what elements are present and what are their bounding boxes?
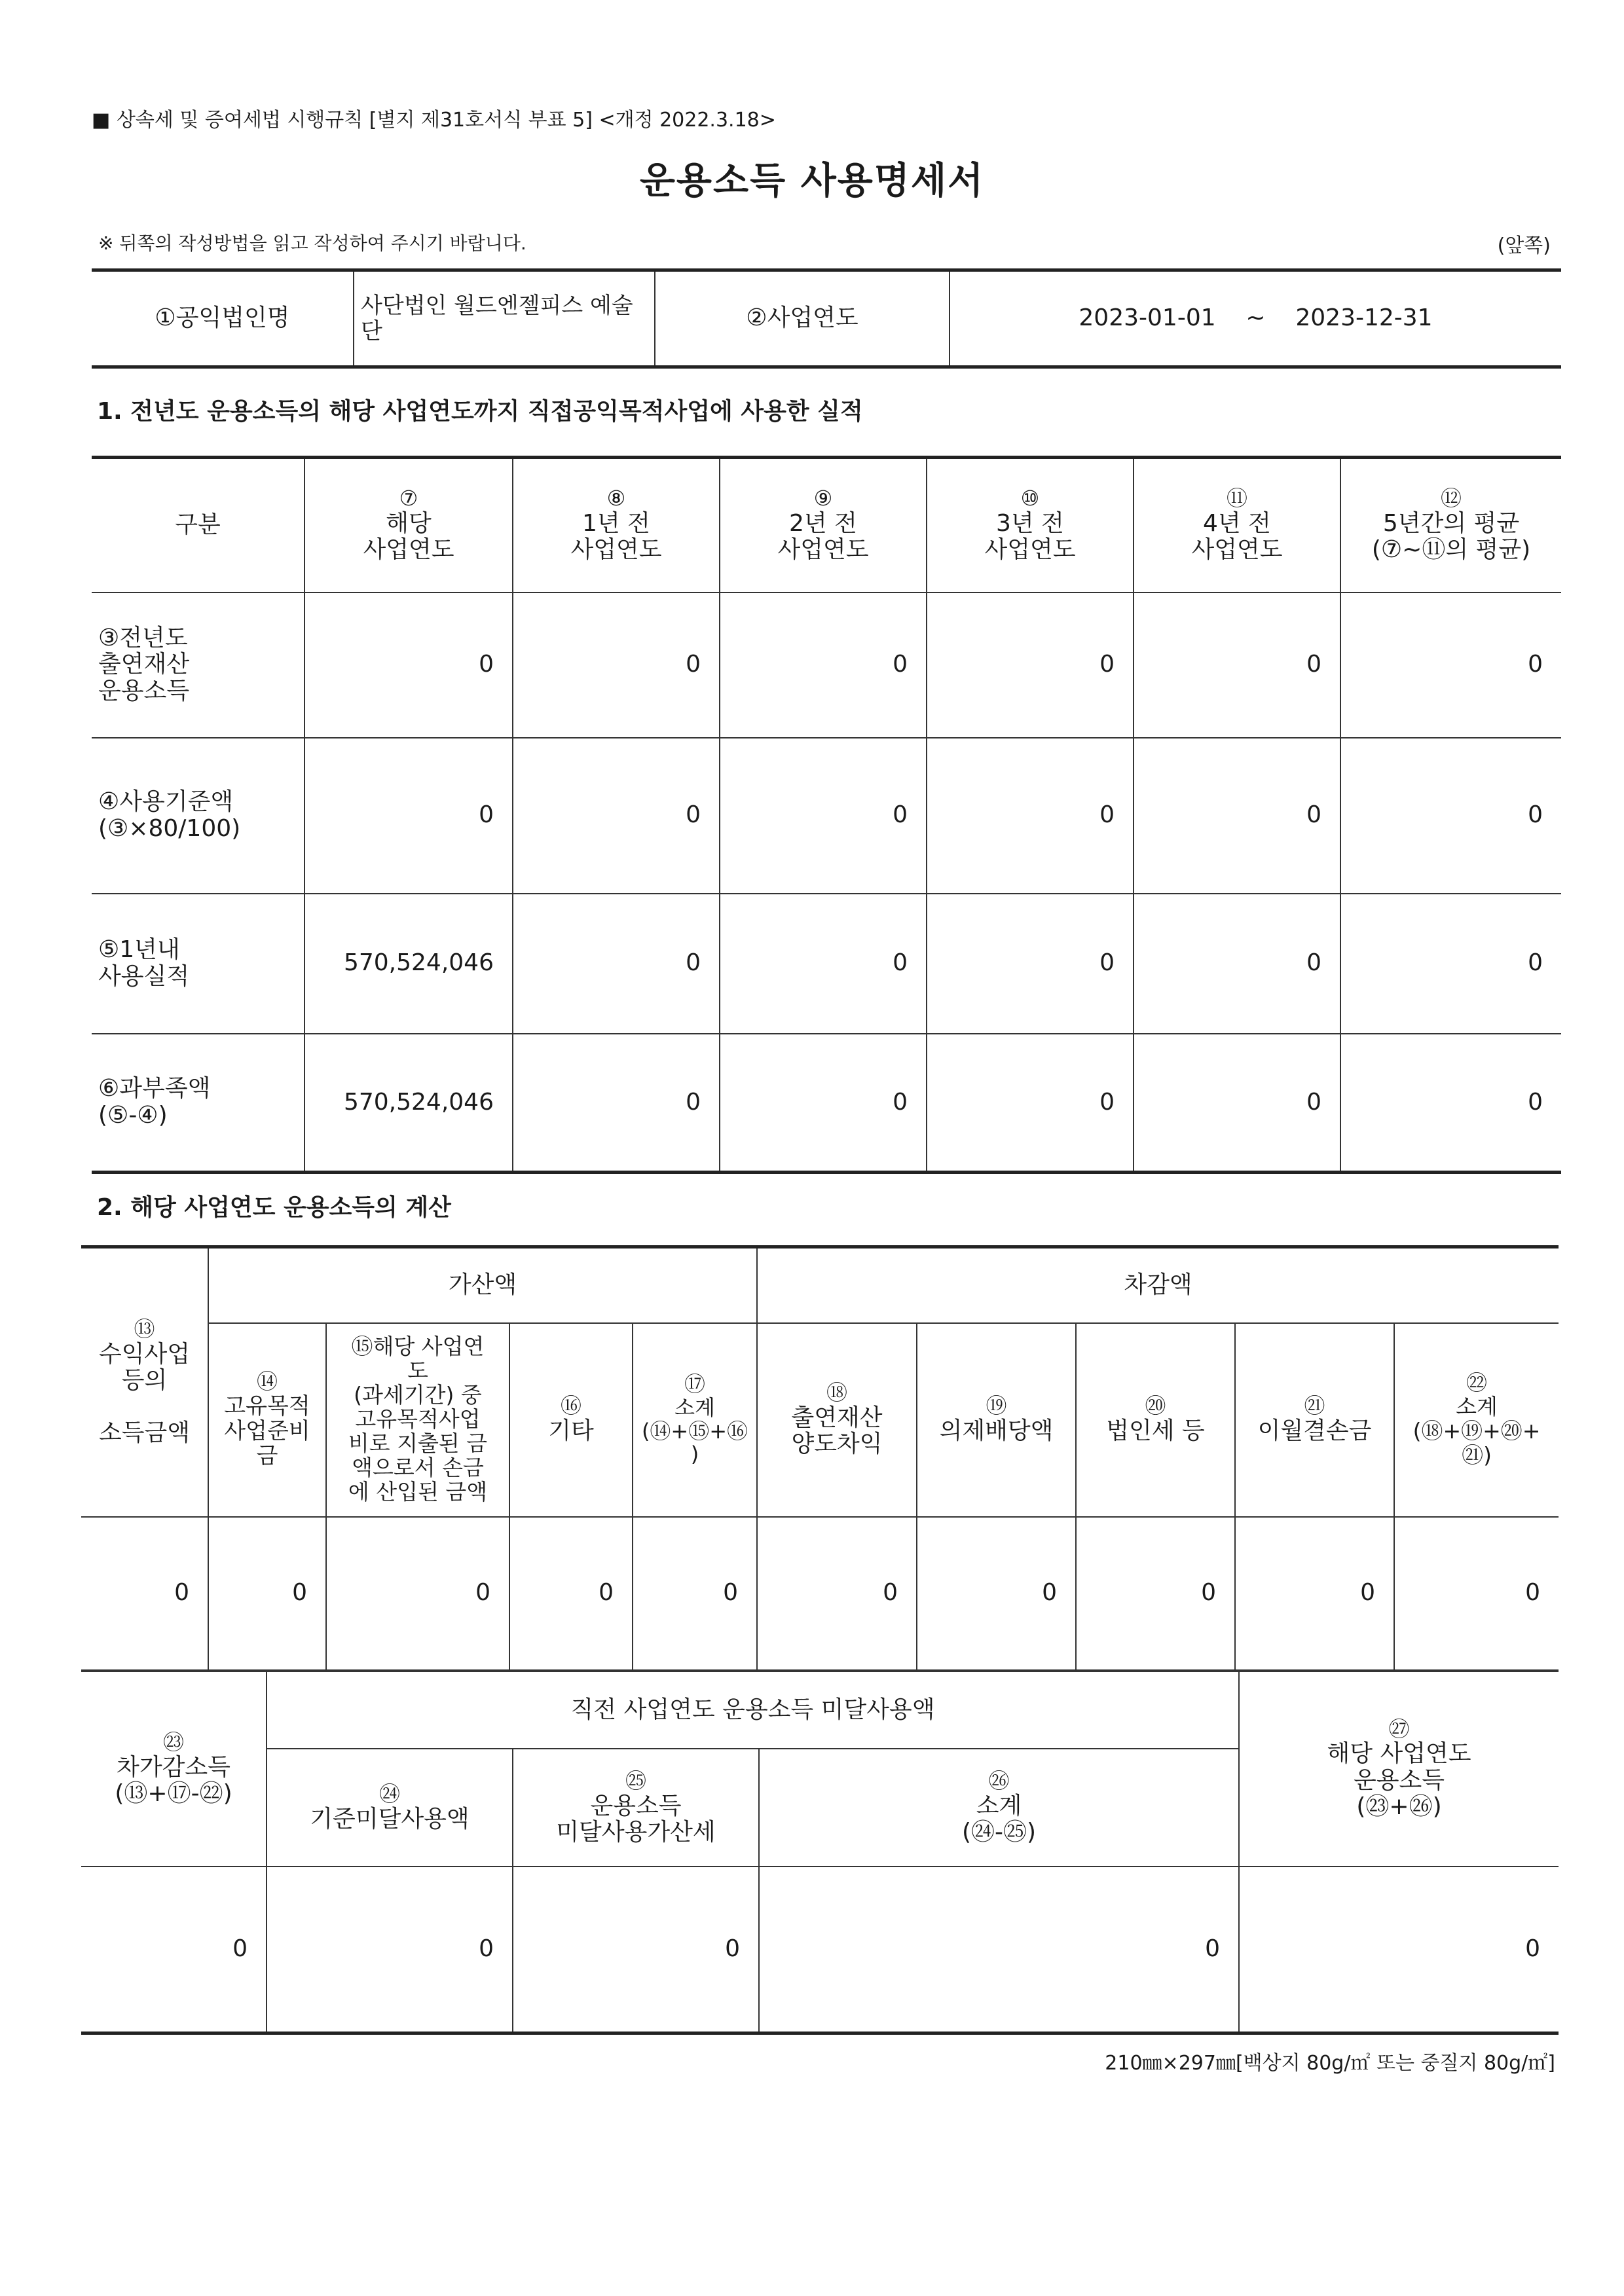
sec1-col-header <box>720 458 927 592</box>
col14-header <box>208 1323 326 1517</box>
col20-num: ⑳ <box>1145 1393 1166 1419</box>
section2-title: 2. 해당 사업연도 운용소득의 계산 <box>97 1194 451 1221</box>
col24-label: 기준미달사용액 <box>310 1805 470 1832</box>
sec1-col-num: ⑩ <box>1020 486 1040 511</box>
col27-label: 해당 사업연도 운용소득 (㉓+㉖) <box>1327 1740 1471 1821</box>
sec1-col-num: ⑫ <box>1440 486 1462 511</box>
col16-header <box>509 1323 633 1517</box>
form-reference: ■ 상속세 및 증여세법 시행규칙 [별지 제31호서식 부표 5] <개정 2022.3.18> <box>92 109 776 132</box>
sec1-col-label: 해당 사업연도 <box>363 509 454 564</box>
col15-header <box>326 1323 509 1517</box>
group-add-header: 가산액 <box>208 1247 757 1323</box>
year-end: 2023-12-31 <box>1295 304 1433 332</box>
calc-value: 0 <box>1239 1867 1559 2033</box>
row-value: 0 <box>1340 738 1561 894</box>
col22-label: 소계 (⑱+⑲+⑳+ ㉑) <box>1412 1393 1541 1468</box>
row-label: ③전년도 출연재산 운용소득 <box>92 592 304 738</box>
form-title: 운용소득 사용명세서 <box>639 160 985 202</box>
row-value: 0 <box>720 592 927 738</box>
sec1-col-num: ⑨ <box>813 486 833 511</box>
sec1-col-header <box>92 458 304 592</box>
col24-header <box>267 1749 513 1867</box>
paper-spec: 210㎜×297㎜[백상지 80g/㎡ 또는 중질지 80g/㎡] <box>1105 2052 1555 2075</box>
col25-header <box>513 1749 759 1867</box>
page-side: (앞쪽) <box>1497 234 1551 257</box>
section1-title: 1. 전년도 운용소득의 해당 사업연도까지 직접공익목적사업에 사용한 실적 <box>97 398 863 425</box>
corp-name-label: ①공익법인명 <box>92 270 354 367</box>
sec1-col-label: 3년 전 사업연도 <box>984 509 1076 564</box>
row-value: 0 <box>1340 894 1561 1034</box>
section2-table-b <box>81 1671 1559 2035</box>
info-table <box>92 268 1561 369</box>
row-value: 0 <box>513 592 720 738</box>
calc-value: 0 <box>267 1867 513 2033</box>
calc-value: 0 <box>759 1867 1239 2033</box>
table-row <box>92 738 1561 894</box>
corp-name-value: 사단법인 월드엔젤피스 예술단 <box>354 270 655 367</box>
row-value: 0 <box>513 894 720 1034</box>
row-label: ⑤1년내 사용실적 <box>92 894 304 1034</box>
calc-value: 0 <box>81 1517 208 1670</box>
col26-num: ㉖ <box>988 1768 1010 1793</box>
col21-num: ㉑ <box>1304 1393 1325 1419</box>
row-value: 0 <box>1134 894 1340 1034</box>
business-year-value <box>950 270 1561 367</box>
sec1-col-header <box>927 458 1134 592</box>
col13-num: ⑬ <box>134 1316 155 1341</box>
col18-label: 출연재산 양도차익 <box>791 1404 883 1458</box>
year-start: 2023-01-01 <box>1079 304 1216 332</box>
row-value: 0 <box>1134 592 1340 738</box>
section2-table-a <box>81 1245 1559 1671</box>
year-tilde: ~ <box>1246 304 1266 332</box>
col13-header <box>81 1247 208 1517</box>
row-value: 0 <box>720 1034 927 1173</box>
col17-header <box>633 1323 757 1517</box>
row-value: 0 <box>927 1034 1134 1173</box>
sec1-col-header <box>513 458 720 592</box>
col22-num: ㉒ <box>1466 1370 1488 1396</box>
col16-label: 기타 <box>548 1417 594 1445</box>
row-label: ⑥과부족액 (⑤-④) <box>92 1034 304 1173</box>
col27-num: ㉗ <box>1388 1716 1410 1741</box>
row-value: 0 <box>304 738 513 894</box>
col21-label: 이월결손금 <box>1257 1417 1372 1445</box>
row-value: 0 <box>927 592 1134 738</box>
row-value: 0 <box>927 894 1134 1034</box>
row-value: 0 <box>1340 592 1561 738</box>
business-year-label: ②사업연도 <box>655 270 950 367</box>
col21-header <box>1235 1323 1394 1517</box>
row-value: 570,524,046 <box>304 1034 513 1173</box>
col15-label: ⑮해당 사업연 도 (과세기간) 중 고유목적사업 비로 지출된 금 액으로서 손금 에 산입된 금액 <box>348 1334 488 1504</box>
sec1-col-header <box>1134 458 1340 592</box>
table-row <box>92 894 1561 1034</box>
row-value: 0 <box>1134 1034 1340 1173</box>
calc-value: 0 <box>208 1517 326 1670</box>
row-label: ④사용기준액 (③×80/100) <box>92 738 304 894</box>
col25-label: 운용소득 미달사용가산세 <box>556 1792 716 1846</box>
col19-num: ⑲ <box>986 1393 1007 1419</box>
calc-value: 0 <box>1076 1517 1235 1670</box>
calc-value: 0 <box>1394 1517 1559 1670</box>
calc-value: 0 <box>757 1517 917 1670</box>
row-value: 0 <box>513 1034 720 1173</box>
sec1-col-label: 5년간의 평균 (⑦~⑪의 평균) <box>1371 509 1531 564</box>
col19-header <box>917 1323 1076 1517</box>
col26-label: 소계 (㉔-㉕) <box>961 1792 1037 1846</box>
sec1-col-header <box>1340 458 1561 592</box>
col23-label: 차가감소득 (⑬+⑰-㉒) <box>115 1753 232 1807</box>
calc-value: 0 <box>326 1517 509 1670</box>
row-value: 570,524,046 <box>304 894 513 1034</box>
sec1-col-num: ⑪ <box>1226 486 1247 511</box>
col17-label: 소계 (⑭+⑮+⑯ ) <box>641 1394 748 1467</box>
row-value: 0 <box>1134 738 1340 894</box>
col25-num: ㉕ <box>625 1768 646 1793</box>
col24-num: ㉔ <box>378 1781 400 1806</box>
group-prev-header: 직전 사업연도 운용소득 미달사용액 <box>267 1671 1239 1749</box>
row-value: 0 <box>720 894 927 1034</box>
col26-header <box>759 1749 1239 1867</box>
col14-num: ⑭ <box>256 1369 278 1394</box>
sec1-col-label: 1년 전 사업연도 <box>570 509 662 564</box>
row-value: 0 <box>304 592 513 738</box>
sec1-col-label: 4년 전 사업연도 <box>1191 509 1283 564</box>
row-value: 0 <box>720 738 927 894</box>
col27-header <box>1239 1671 1559 1867</box>
sec1-col-num: ⑦ <box>399 486 418 511</box>
calc-value: 0 <box>1235 1517 1394 1670</box>
sec1-col-label: 구분 <box>175 511 221 539</box>
col13-label: 수익사업 등의 소득금액 <box>98 1340 191 1447</box>
col17-num: ⑰ <box>684 1371 706 1396</box>
calc-value: 0 <box>509 1517 633 1670</box>
sec1-col-header <box>304 458 513 592</box>
group-sub-header: 차감액 <box>757 1247 1559 1323</box>
col16-num: ⑯ <box>560 1393 581 1419</box>
col22-header <box>1394 1323 1559 1517</box>
sec1-col-label: 2년 전 사업연도 <box>777 509 869 564</box>
calc-value: 0 <box>81 1867 267 2033</box>
col14-label: 고유목적 사업준비 금 <box>224 1393 310 1470</box>
sec1-col-num: ⑧ <box>606 486 626 511</box>
calc-value: 0 <box>917 1517 1076 1670</box>
table-row <box>92 1034 1561 1173</box>
row-value: 0 <box>927 738 1134 894</box>
section1-table <box>92 456 1561 1174</box>
notice-text: ※ 뒤쪽의 작성방법을 읽고 작성하여 주시기 바랍니다. <box>98 232 526 254</box>
table-row <box>92 592 1561 738</box>
col20-label: 법인세 등 <box>1106 1417 1205 1445</box>
calc-value: 0 <box>633 1517 757 1670</box>
col18-header <box>757 1323 917 1517</box>
col20-header <box>1076 1323 1235 1517</box>
row-value: 0 <box>513 738 720 894</box>
calc-value: 0 <box>513 1867 759 2033</box>
row-value: 0 <box>1340 1034 1561 1173</box>
col19-label: 의제배당액 <box>939 1417 1054 1445</box>
col23-num: ㉓ <box>162 1729 184 1755</box>
col18-num: ⑱ <box>826 1380 848 1406</box>
col23-header <box>81 1671 267 1867</box>
